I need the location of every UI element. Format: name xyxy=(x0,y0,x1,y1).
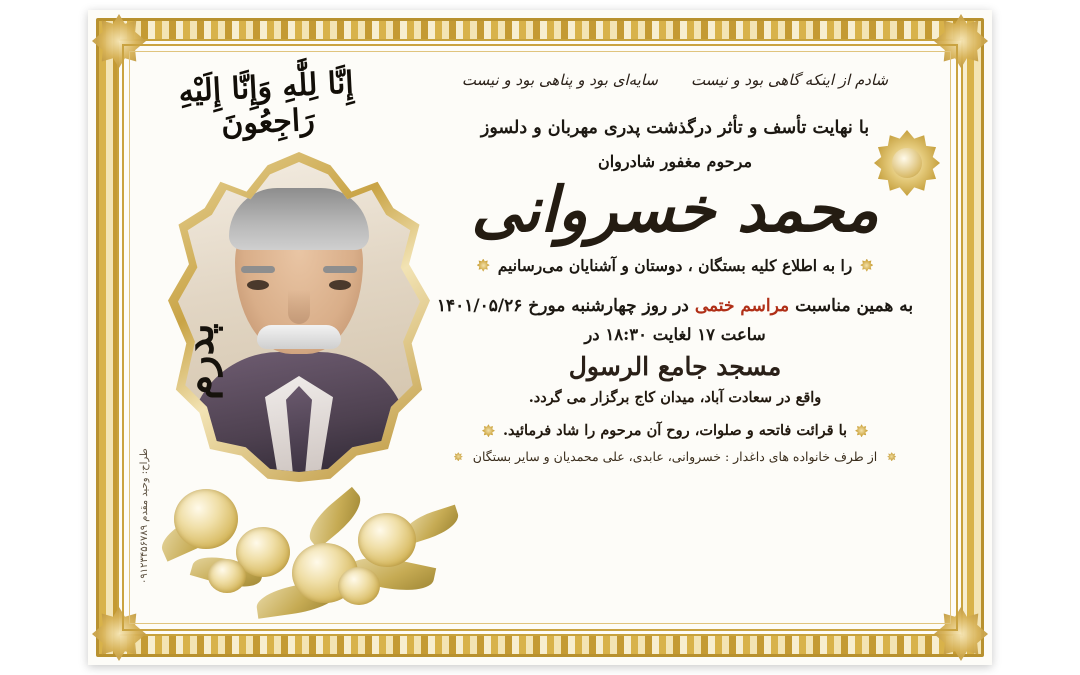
card-content xyxy=(132,56,948,619)
ceremony-date: ۱۴۰۱/۰۵/۲۶ xyxy=(436,295,523,316)
fateha-line: با قرائت فاتحه و صلوات، روح آن مرحوم را شاد فرمائید. xyxy=(502,422,848,440)
portrait-mustache xyxy=(257,325,341,349)
marhoom-line: مرحوم مغفور شادروان xyxy=(597,151,753,171)
floral-decoration xyxy=(152,455,472,630)
quran-verse-block xyxy=(142,65,392,143)
ceremony-date-label: مورخ xyxy=(528,295,566,316)
quran-verse-text: إِنَّا لِلَّٰهِ وَإِنَّا إِلَيْهِ رَاجِعُونَ xyxy=(177,65,355,143)
flower-icon xyxy=(208,559,246,593)
star-ornament-icon xyxy=(482,424,495,437)
ceremony-line xyxy=(410,291,940,322)
deceased-name: محمد خسروانی xyxy=(471,172,879,246)
fateha-row xyxy=(410,422,940,439)
notify-line: را به اطلاع کلیه بستگان ، دوستان و آشنایان می‌رسانیم xyxy=(497,255,853,275)
condolence-line: با نهایت تأسف و تأثر درگذشت پدری مهربان و دلسوز xyxy=(480,117,870,138)
leaf-icon xyxy=(254,579,341,618)
poem-block xyxy=(410,68,940,94)
leaf-icon xyxy=(400,505,463,546)
leaf-icon xyxy=(190,550,264,594)
flower-icon xyxy=(174,489,238,549)
ceremony-prefix: به همین مناسبت xyxy=(795,295,914,316)
designer-signature: طراح: وحید مقدم ۰۹۱۲۳۴۵۶۷۸۹ xyxy=(139,448,150,584)
portrait-eye-right xyxy=(329,280,351,290)
portrait-nose xyxy=(288,290,310,324)
flower-icon xyxy=(358,513,416,567)
leaf-icon xyxy=(301,487,368,549)
memorial-card xyxy=(88,10,992,665)
portrait-hair xyxy=(229,188,369,250)
ceremony-highlight: مراسم ختمی xyxy=(694,295,790,316)
ceremony-address: واقع در سعادت آباد، میدان کاج برگزار می گردد. xyxy=(528,389,822,407)
leaf-icon xyxy=(346,550,436,597)
portrait-caption: پدرم xyxy=(175,323,223,400)
ceremony-time-line: ساعت ۱۷ لغایت ۱۸:۳۰ در xyxy=(584,325,766,345)
family-line: از طرف خانواده های داغدار : خسروانی، عابدی، علی محمدیان و سایر بستگان xyxy=(472,449,878,465)
portrait-eyebrow-left xyxy=(241,266,275,273)
poem-hemistich-left: شادم از اینکه گاهی بود و نیست xyxy=(690,71,889,89)
flower-icon xyxy=(338,567,380,605)
star-ornament-icon xyxy=(855,424,868,437)
small-star-icon xyxy=(454,452,463,461)
announcement-text-column xyxy=(410,60,940,464)
star-ornament-icon xyxy=(477,259,490,272)
flower-icon xyxy=(236,527,290,577)
notify-line-row xyxy=(410,256,940,275)
flower-icon xyxy=(292,543,358,603)
ceremony-venue: مسجد جامع الرسول xyxy=(568,352,782,382)
small-star-icon xyxy=(887,452,896,461)
portrait-eyebrow-right xyxy=(323,266,357,273)
poem-hemistich-right: سایه‌ای بود و پناهی بود و نیست xyxy=(461,71,658,89)
ceremony-suffix: در روز چهارشنبه xyxy=(571,295,689,316)
family-row xyxy=(410,449,940,464)
portrait-eye-left xyxy=(247,280,269,290)
star-ornament-icon xyxy=(860,259,873,272)
leaf-icon xyxy=(155,502,238,561)
